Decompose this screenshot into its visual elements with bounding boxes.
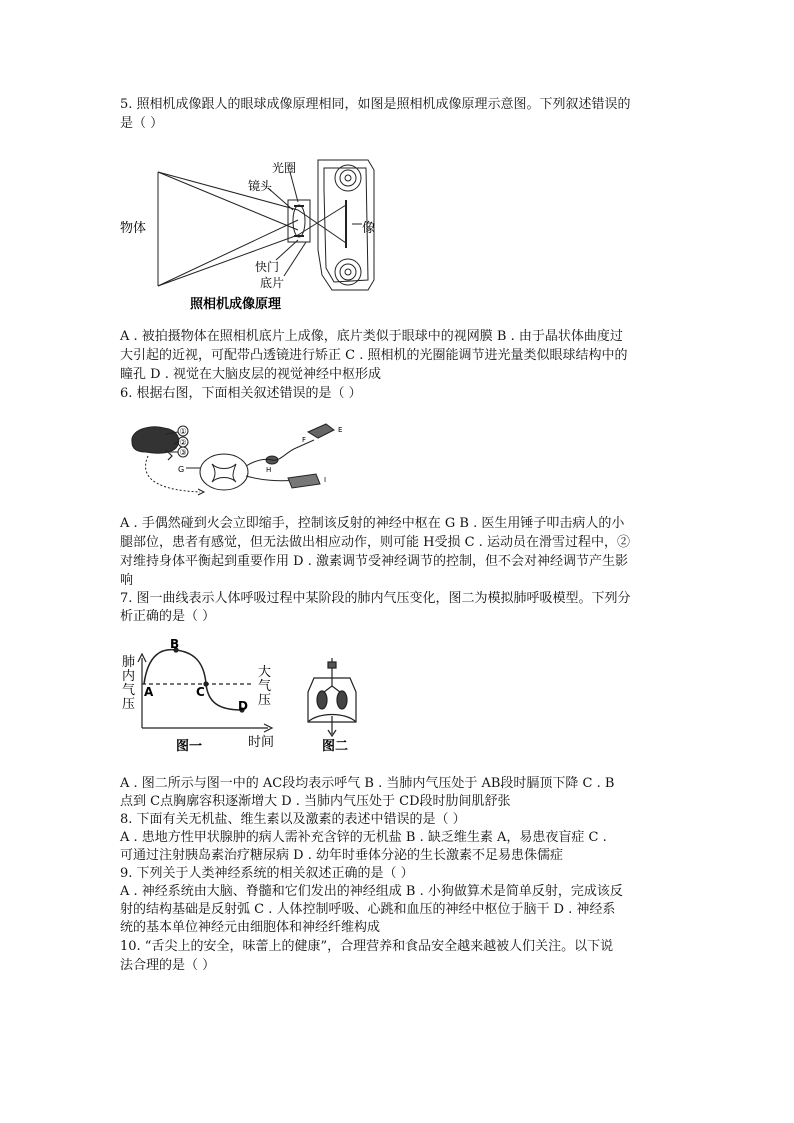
label-g: G bbox=[178, 465, 185, 474]
spinal-cord bbox=[200, 454, 248, 490]
q9-options-line-2: 射的结构基础是反射弧 C . 人体控制呼吸、心跳和血压的神经中枢位于脑干 D . 神经系 bbox=[120, 902, 616, 917]
camera-caption: 照相机成像原理 bbox=[190, 297, 282, 312]
ylabel-3: 气 bbox=[122, 683, 136, 698]
label-i: I bbox=[324, 476, 327, 484]
label-n2: ② bbox=[179, 438, 187, 447]
label-n3: ③ bbox=[179, 448, 187, 457]
q7-stem-line-1: 7. 图一曲线表示人体呼吸过程中某阶段的肺内气压变化，图二为模拟肺呼吸模型。下列分 bbox=[120, 591, 631, 606]
caption-figure-1: 图一 bbox=[176, 739, 203, 754]
atm-2: 气 bbox=[258, 679, 272, 694]
label-n1: ① bbox=[179, 427, 187, 436]
q6-options-line-4: 响 bbox=[120, 573, 134, 588]
q5-options-line-2: 大引起的近视，可配带凸透镜进行矫正 C . 照相机的光圈能调节进光量类似眼球结构中的 bbox=[120, 348, 628, 363]
q8-options-line-1: A . 患地方性甲状腺肿的病人需补充含锌的无机盐 B . 缺乏维生素 A，易患夜盲症 C . bbox=[120, 830, 607, 845]
label-film: 底片 bbox=[260, 276, 285, 290]
film-reel-top bbox=[335, 165, 361, 191]
q10-stem-line-1: 10. “舌尖上的安全，味蕾上的健康”，合理营养和食品安全越来越被人们关注。以下说 bbox=[120, 939, 614, 954]
label-b: B bbox=[170, 638, 180, 651]
brain bbox=[132, 427, 179, 453]
x-axis-label: 时间 bbox=[248, 735, 275, 750]
pressure-curve bbox=[144, 650, 242, 710]
q8-stem: 8. 下面有关无机盐、维生素以及激素的表述中错误的是（ ） bbox=[120, 812, 466, 827]
q9-stem: 9. 下列关于人类神经系统的相关叙述正确的是（ ） bbox=[120, 866, 414, 881]
label-h: H bbox=[266, 466, 272, 474]
reflex-arc-diagram bbox=[120, 420, 350, 500]
q6-options-line-2: 腿部位，患者有感觉，但无法做出相应动作，则可能 H受损 C . 运动员在滑雪过程中，② bbox=[120, 535, 630, 550]
q5-stem-line-1: 5. 照相机成像跟人的眼球成像原理相同，如图是照相机成像原理示意图。下列叙述错误的 bbox=[120, 97, 631, 112]
q9-options-line-3: 统的基本单位神经元由细胞体和神经纤维构成 bbox=[120, 920, 381, 935]
label-object: 物体 bbox=[120, 221, 147, 236]
atm-1: 大 bbox=[258, 665, 272, 680]
label-shutter: 快门 bbox=[255, 260, 280, 274]
label-c: C bbox=[196, 685, 205, 699]
effector bbox=[288, 474, 320, 488]
ylabel-2: 内 bbox=[122, 669, 136, 684]
q6-stem: 6. 根据右图，下面相关叙述错误的是（ ） bbox=[120, 386, 362, 401]
receptor bbox=[308, 424, 334, 438]
q10-stem-line-2: 法合理的是（ ） bbox=[120, 958, 216, 973]
q7-options-line-1: A . 图二所示与图一中的 AC段均表示呼气 B . 当肺内气压处于 AB段时膈顶下降 C . B bbox=[120, 776, 615, 791]
lung-pressure-figure bbox=[118, 638, 368, 756]
label-a: A bbox=[144, 685, 154, 699]
caption-figure-2: 图二 bbox=[322, 739, 349, 754]
atm-3: 压 bbox=[258, 693, 272, 708]
lung-right bbox=[337, 691, 347, 709]
label-e: E bbox=[338, 426, 343, 434]
label-d: D bbox=[238, 699, 248, 713]
q6-options-line-3: 对维持身体平衡起到重要作用 D . 激素调节受神经调节的控制，但不会对神经调节产生影 bbox=[120, 554, 628, 569]
q7-stem-line-2: 析正确的是（ ） bbox=[120, 609, 216, 624]
label-aperture: 光圈 bbox=[272, 161, 297, 175]
ylabel-1: 肺 bbox=[122, 655, 136, 670]
q5-stem-line-2: 是（ ） bbox=[120, 116, 164, 131]
q5-options-line-3: 瞳孔 D . 视觉在大脑皮层的视觉神经中枢形成 bbox=[120, 367, 381, 382]
q6-options-line-1: A . 手偶然碰到火会立即缩手，控制该反射的神经中枢在 G B . 医生用锤子叩击病人的小 bbox=[120, 516, 625, 531]
q9-options-line-1: A . 神经系统由大脑、脊髓和它们发出的神经组成 B . 小狗做算术是简单反射，完成该反 bbox=[120, 884, 623, 899]
q5-options-line-1: A . 被拍摄物体在照相机底片上成像，底片类似于眼球中的视网膜 B . 由于晶状体曲度过 bbox=[120, 329, 623, 344]
label-f: F bbox=[302, 436, 307, 444]
ylabel-4: 压 bbox=[122, 697, 136, 712]
q7-options-line-2: 点到 C点胸廓容积逐渐增大 D . 当肺内气压处于 CD段时肋间肌舒张 bbox=[120, 794, 511, 809]
camera-imaging-diagram bbox=[118, 150, 378, 315]
label-image: 像 bbox=[362, 221, 376, 236]
lung-left bbox=[317, 691, 327, 709]
q8-options-line-2: 可通过注射胰岛素治疗糖尿病 D . 幼年时垂体分泌的生长激素不足易患侏儒症 bbox=[120, 848, 563, 863]
label-lens: 镜头 bbox=[248, 179, 273, 193]
